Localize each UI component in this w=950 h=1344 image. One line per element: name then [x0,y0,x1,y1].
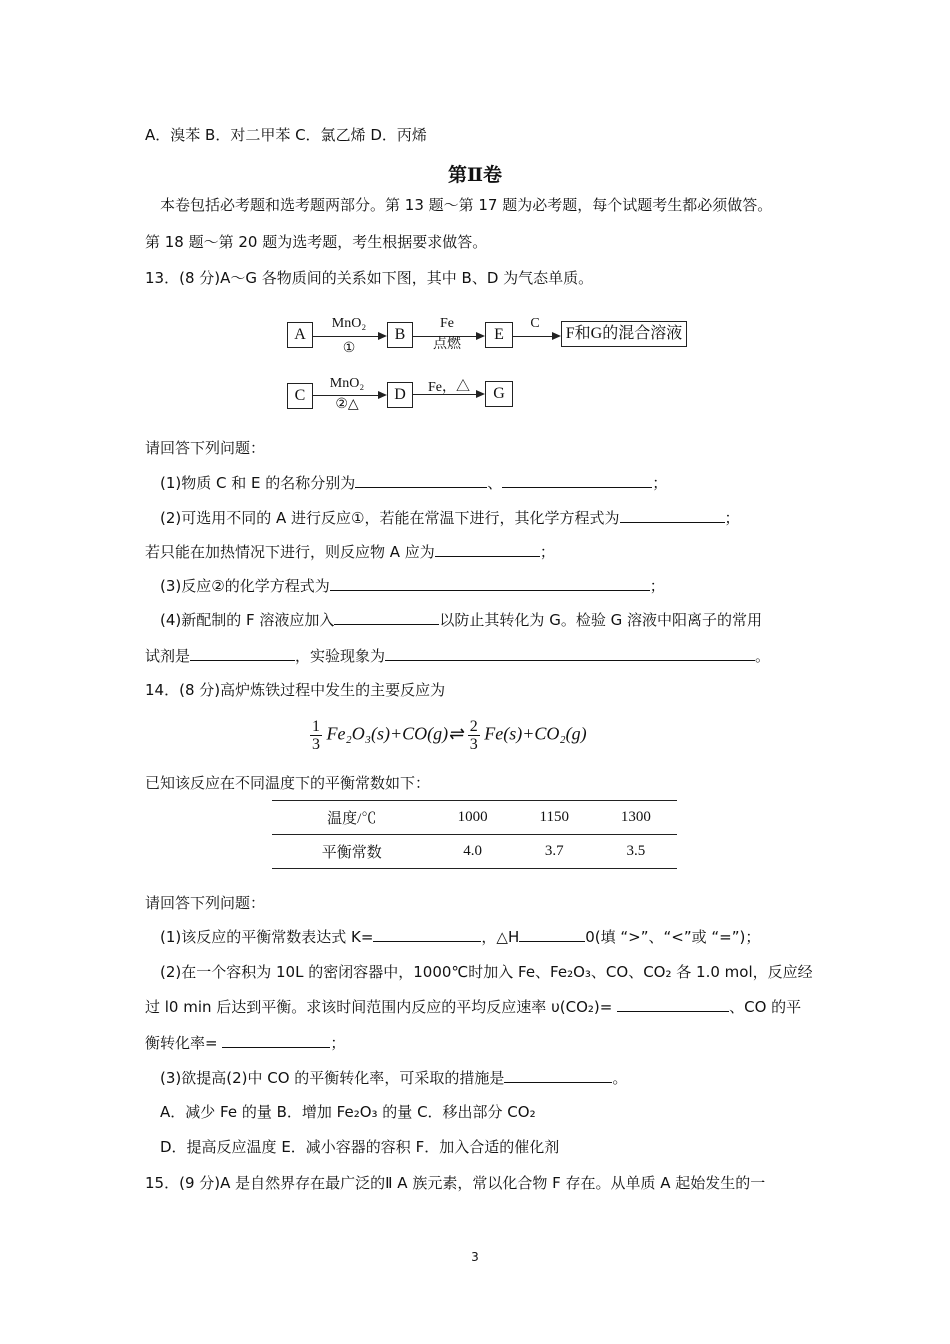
q13-part1 [160,473,667,493]
answer-blank[interactable] [190,646,295,661]
section-title: 第Ⅱ卷 [447,164,502,186]
text: ； [724,509,740,527]
q14-stem: 14．(8 分)高炉炼铁过程中发生的主要反应为 [145,681,446,699]
denominator: 3 [312,736,320,753]
coef-2-3 [468,718,480,753]
q13-part4 [160,610,762,630]
label-1: ① [342,341,356,356]
numerator: 2 [469,718,478,735]
text: ； [539,543,555,561]
q13-stem: 13．(8 分)A～G 各物质间的关系如下图，其中 B、D 为气态单质。 [145,269,594,287]
box-fg: F和G的混合溶液 [561,321,687,347]
text: ； [649,577,665,595]
cell: 1150 [514,801,595,835]
box-d: D [387,382,413,408]
text: ，△H [481,928,520,946]
q14-part3 [160,1068,627,1088]
text: (1)物质 C 和 E 的名称分别为 [160,474,356,492]
numerator: 1 [312,718,320,735]
q13-part4b [145,646,770,666]
text: 、 [487,474,503,492]
intro-line-2: 第 18 题～第 20 题为选考题，考生根据要求做答。 [145,233,488,251]
answer-blank[interactable] [504,1068,612,1083]
reactants: Fe₂O₃(s)+CO(g)⇌ [326,723,464,744]
text: 试剂是 [145,647,191,665]
q13-part2 [160,508,740,528]
box-e: E [485,322,513,348]
page-number: 3 [471,1250,479,1264]
q13-part2b [145,542,555,562]
text: ； [330,1034,346,1052]
q14-ask: 请回答下列问题： [145,894,266,912]
text: 衡转化率= [145,1034,223,1052]
cell: 3.7 [544,843,564,859]
box-g: G [485,381,513,407]
answer-blank[interactable] [373,927,481,942]
text: 0(填 “>”、“<”或 “=”)； [585,928,761,946]
equilibrium-constant-table [272,800,677,869]
text: (3)欲提高(2)中 CO 的平衡转化率，可采取的措施是 [160,1069,505,1087]
text: (1)该反应的平衡常数表达式 K= [160,928,374,946]
label-mno2-2: MnO₂ [329,376,365,391]
answer-blank[interactable] [334,610,439,625]
answer-blank[interactable] [519,927,585,942]
arrow-a-b [313,336,385,337]
answer-blank[interactable] [617,997,729,1012]
q15-stem: 15．(9 分)A 是自然界存在最广泛的Ⅱ A 族元素，常以化合物 F 存在。从单质 A 起始发生的一 [145,1174,766,1192]
answer-blank[interactable] [355,473,487,488]
text: 过 l0 min 后达到平衡。求该时间范围内反应的平均反应速率 υ(CO₂)= [145,998,618,1016]
answer-blank[interactable] [330,576,650,591]
box-c: C [287,383,313,409]
label-2-heat: ②△ [335,397,359,412]
q14-part2: (2)在一个容积为 10L 的密闭容器中，1000℃时加入 Fe、Fe₂O₃、CO、CO₂ 各 1.0 mol，反应经 [160,963,813,981]
arrow-e-fg [513,336,559,337]
coef-1-3 [310,718,322,753]
cell: 4.0 [463,843,483,859]
cell: 1000 [432,801,514,835]
cell: 3.5 [626,843,646,859]
q14-options-2: D．提高反应温度 E．减小容器的容积 F．加入合适的催化剂 [160,1138,560,1156]
text: 、CO 的平 [729,998,802,1016]
reaction-equation [310,718,587,753]
q13-part3 [160,576,665,596]
label-ignite: 点燃 [433,337,461,352]
label-mno2: MnO₂ [331,316,367,331]
products: Fe(s)+CO₂(g) [484,723,587,744]
table-row [272,801,677,835]
text: ； [652,474,668,492]
answer-blank[interactable] [435,542,540,557]
cell: 平衡常数 [321,845,382,861]
answer-blank[interactable] [222,1033,330,1048]
answer-blank[interactable] [502,473,652,488]
label-fe: Fe [440,316,454,331]
text: (2)可选用不同的 A 进行反应①，若能在常温下进行，其化学方程式为 [160,509,620,527]
text: ，实验现象为 [295,647,386,665]
box-a: A [287,322,313,348]
text: 。 [612,1069,628,1087]
label-c: C [530,316,540,331]
denominator: 3 [469,736,478,753]
text: 若只能在加热情况下进行，则反应物 A 应为 [145,543,435,561]
q14-part1 [160,927,760,947]
text: (3)反应②的化学方程式为 [160,577,330,595]
q13-ask: 请回答下列问题： [145,439,266,457]
table-row [272,835,677,869]
text: 。 [755,647,771,665]
q14-part2b [145,997,801,1017]
cell: 1300 [595,801,677,835]
text: (4)新配制的 F 溶液应加入 [160,611,335,629]
answer-blank[interactable] [385,646,755,661]
answer-blank[interactable] [620,508,725,523]
previous-options: A．溴苯 B．对二甲苯 C．氯乙烯 D．丙烯 [145,126,427,144]
q14-part2c [145,1033,345,1053]
intro-line-1: 本卷包括必考题和选考题两部分。第 13 题～第 17 题为必考题，每个试题考生都必须做答。 [160,196,773,214]
label-fe-heat: Fe，△ [428,380,470,395]
box-b: B [387,322,413,348]
q14-known: 已知该反应在不同温度下的平衡常数如下： [145,774,431,792]
q14-options-1: A．减少 Fe 的量 B．增加 Fe₂O₃ 的量 C．移出部分 CO₂ [160,1103,536,1121]
cell: 温度/℃ [272,801,432,835]
text: 以防止其转化为 G。检验 G 溶液中阳离子的常用 [439,611,762,629]
